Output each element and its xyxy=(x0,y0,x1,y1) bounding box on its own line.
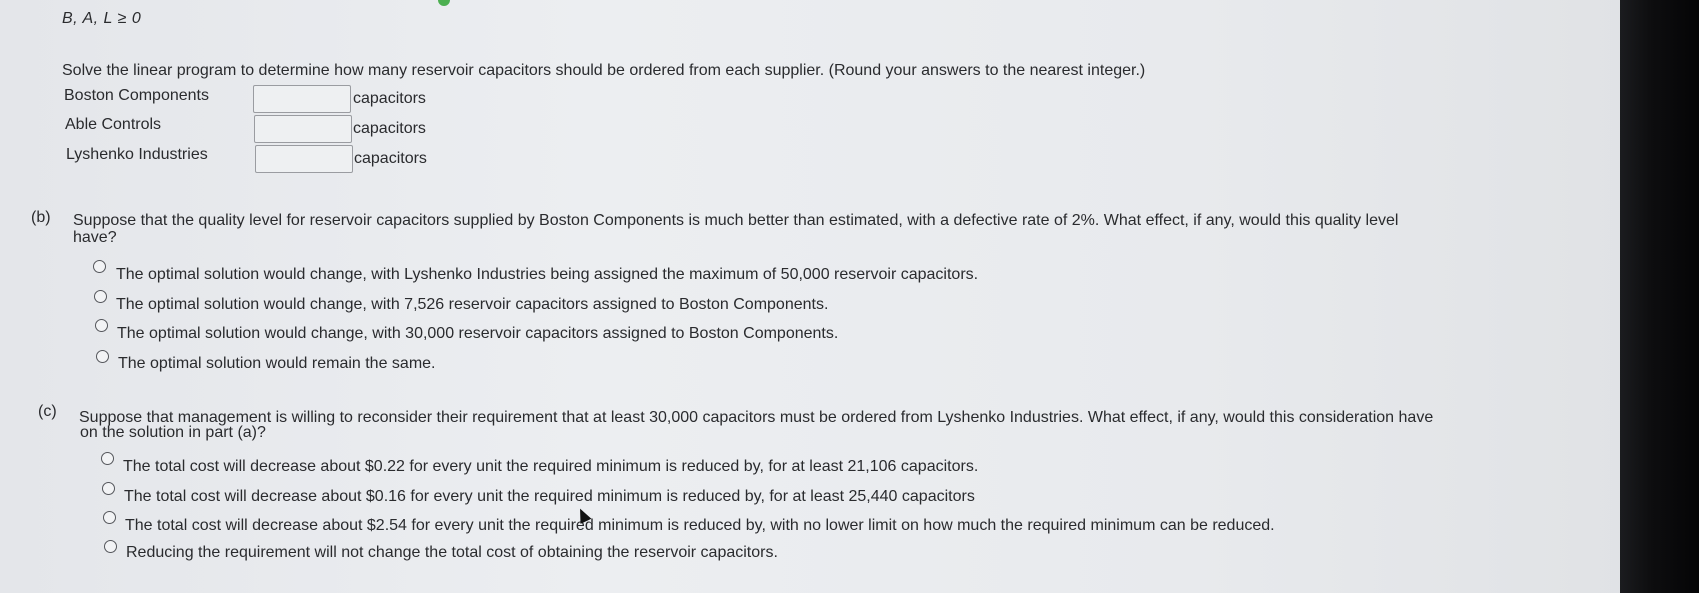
part-c-option-1-text[interactable]: The total cost will decrease about $0.22 for every unit the required minimum is reduced by, for at least 21,106 capacitors. xyxy=(123,458,979,475)
part-c-option-3-radio[interactable] xyxy=(103,511,116,524)
part-b-option-3-text[interactable]: The optimal solution would change, with 30,000 reservoir capacitors assigned to Boston Components. xyxy=(117,325,839,342)
monitor-bezel xyxy=(1620,0,1699,593)
part-c-option-1-radio[interactable] xyxy=(101,452,114,465)
part-c-option-3-text[interactable]: The total cost will decrease about $2.54 for every unit the required minimum is reduced by, with no lower limit on how much the required minimum can be reduced. xyxy=(125,517,1275,534)
lyshenko-industries-unit: capacitors xyxy=(354,150,427,167)
part-b-option-4-radio[interactable] xyxy=(96,350,109,363)
part-b-option-2-radio[interactable] xyxy=(94,290,107,303)
part-a-instructions: Solve the linear program to determine how many reservoir capacitors should be ordered from each supplier. (Round your answers to the nearest integer.) xyxy=(62,62,1146,79)
part-c-option-4-radio[interactable] xyxy=(104,540,117,553)
part-c-tag: (c) xyxy=(38,403,57,420)
boston-components-unit: capacitors xyxy=(353,90,426,107)
part-c-option-2-radio[interactable] xyxy=(102,482,115,495)
status-indicator xyxy=(438,0,450,6)
part-c-question-line2: on the solution in part (a)? xyxy=(80,424,266,441)
part-b-question-line1: Suppose that the quality level for reservoir capacitors supplied by Boston Components is much better than estimated, with a defective rate of 2%. What effect, if any, would this quality level xyxy=(73,212,1399,229)
part-b-option-3-radio[interactable] xyxy=(95,319,108,332)
part-b-option-1-radio[interactable] xyxy=(93,260,106,273)
nonnegativity-constraint: B, A, L ≥ 0 xyxy=(62,10,142,27)
able-controls-unit: capacitors xyxy=(353,120,426,137)
part-b-tag: (b) xyxy=(31,209,51,226)
lyshenko-industries-label: Lyshenko Industries xyxy=(66,146,208,163)
able-controls-input[interactable] xyxy=(254,115,352,143)
boston-components-input[interactable] xyxy=(253,85,351,113)
able-controls-label: Able Controls xyxy=(65,116,162,133)
boston-components-label: Boston Components xyxy=(64,87,209,104)
lyshenko-industries-input[interactable] xyxy=(255,145,353,173)
part-c-option-4-text[interactable]: Reducing the requirement will not change the total cost of obtaining the reservoir capacitors. xyxy=(126,544,778,561)
part-c-option-2-text[interactable]: The total cost will decrease about $0.16 for every unit the required minimum is reduced by, for at least 25,440 capacitors xyxy=(124,488,975,505)
part-c-question-line1: Suppose that management is willing to reconsider their requirement that at least 30,000 capacitors must be ordered from Lyshenko Industries. What effect, if any, would this consideration have xyxy=(79,409,1434,426)
part-b-option-1-text[interactable]: The optimal solution would change, with Lyshenko Industries being assigned the maximum of 50,000 reservoir capacitors. xyxy=(116,266,979,283)
part-b-question-line2: have? xyxy=(73,229,117,246)
part-b-option-4-text[interactable]: The optimal solution would remain the same. xyxy=(118,355,436,372)
part-b-option-2-text[interactable]: The optimal solution would change, with 7,526 reservoir capacitors assigned to Boston Components. xyxy=(116,296,829,313)
